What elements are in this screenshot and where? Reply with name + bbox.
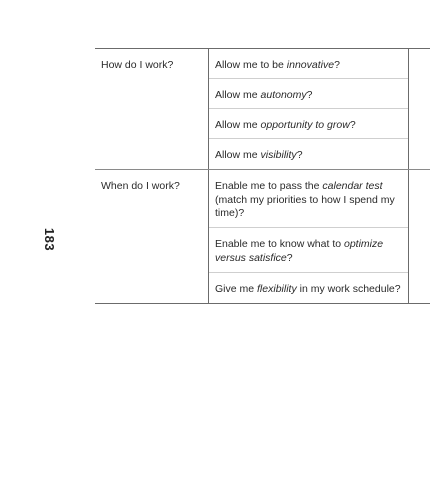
row-text: Allow me <box>215 89 261 101</box>
row-text: Allow me <box>215 149 261 161</box>
row-text: ? <box>286 251 293 264</box>
page-number: 183 <box>42 227 58 252</box>
row-text: Allow me to be <box>215 59 287 71</box>
row-emphasis: flexibility <box>257 283 297 295</box>
row-text: Give me <box>215 283 258 295</box>
table-group-how <box>95 49 430 170</box>
row-text: ? <box>306 89 313 101</box>
question-list <box>209 170 409 303</box>
questions-table <box>95 48 430 304</box>
table-row <box>209 79 408 109</box>
group-heading: How do I work? <box>95 49 209 169</box>
row-text: ? <box>349 119 356 131</box>
table-row <box>209 273 408 303</box>
question-list <box>209 49 409 169</box>
empty-column <box>409 49 430 169</box>
row-text: ? <box>296 149 303 161</box>
table-row <box>209 49 408 79</box>
row-text: in my work schedule? <box>296 283 401 295</box>
row-text: ? <box>334 59 340 71</box>
row-text: Allow me <box>215 119 261 131</box>
table-row <box>209 170 408 228</box>
row-emphasis: calendar test <box>322 180 383 192</box>
row-text: Enable me to pass the <box>215 180 323 192</box>
table-group-when <box>95 170 430 303</box>
row-emphasis: optimize versus satisfice <box>215 238 384 264</box>
row-emphasis: opportunity to grow <box>260 119 350 131</box>
empty-column <box>409 170 430 303</box>
group-heading: When do I work? <box>95 170 209 303</box>
table-row <box>209 139 408 169</box>
row-emphasis: innovative <box>286 59 335 71</box>
row-emphasis: visibility <box>260 149 297 161</box>
row-text: (match my priorities to how I spend my time)? <box>215 193 395 220</box>
row-emphasis: autonomy <box>260 89 307 101</box>
row-text: Enable me to know what to <box>215 238 344 250</box>
table-row <box>209 109 408 139</box>
table-row <box>209 228 408 273</box>
